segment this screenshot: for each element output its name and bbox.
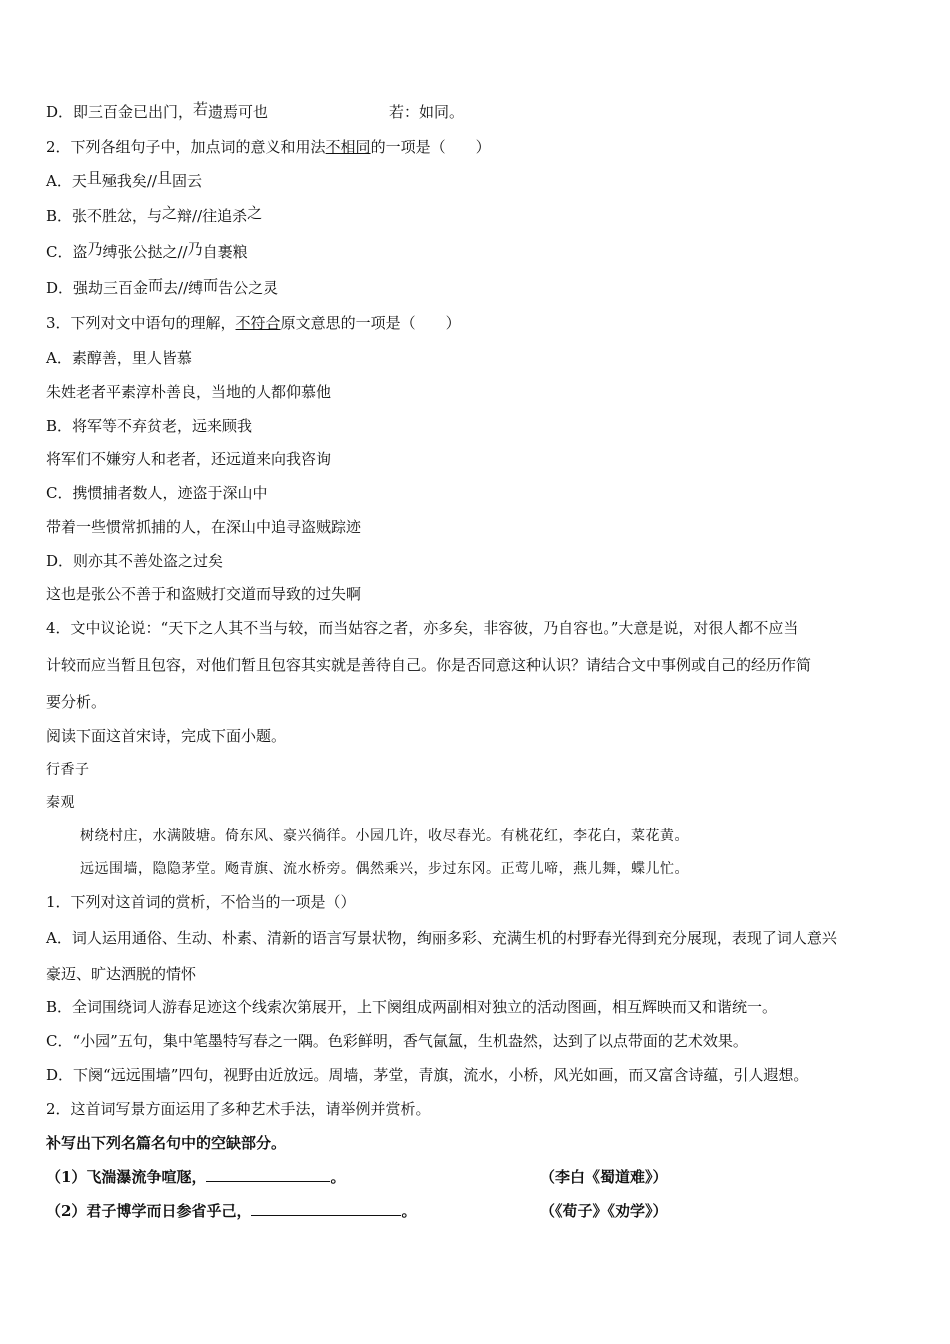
q4-line: 计较而应当暂且包容，对他们暂且包容其实就是善待自己。你是否同意这种认识？请结合文中事例或自己的经历作简 [46,656,812,674]
q2-option-d: D．强劫三百金而去//缚而告公之灵 [46,276,279,297]
poem-q1-option-c: C．“小园”五句，集中笔墨特写春之一隅。色彩鲜明，香气氤氲，生机盎然，达到了以点带面的艺术效果。 [46,1032,748,1050]
poem-stanza-1: 树绕村庄，水满陂塘。倚东风、豪兴徜徉。小园几许，收尽春光。有桃花红，李花白，菜花黄。 [80,828,689,844]
dotted-word: 且 [86,169,102,187]
q3-line: 带着一些惯常抓捕的人，在深山中追寻盗贼踪迹 [46,518,362,536]
underlined-keyword: 不符合 [235,314,281,332]
q3-line: 这也是张公不善于和盗贼打交道而导致的过失啊 [46,585,362,603]
poem-q1-option-a: A．词人运用通俗、生动、朴素、清新的语言写景状物，绚丽多彩、充满生机的村野春光得到充分展现，表现了词人意兴 [46,929,837,947]
q3-line: 将军们不嫌穷人和老者，还远道来向我咨询 [46,450,332,468]
fill-heading: 补写出下列名篇名句中的空缺部分。 [46,1134,287,1152]
q1-option-d: D．即三百金已出门，若遗焉可也 若：如同。 [46,100,465,121]
q3-line: A．素醇善，里人皆慕 [46,349,192,367]
poem-q2: 2．这首词写景方面运用了多种艺术手法，请举例并赏析。 [46,1100,431,1118]
poem-intro: 阅读下面这首宋诗，完成下面小题。 [46,727,287,745]
q3-line: B．将军等不弃贫老，远来顾我 [46,417,253,435]
poem-stanza-2: 远远围墙，隐隐茅堂。飏青旗、流水桥旁。偶然乘兴，步过东冈。正莺儿啼，燕儿舞，蝶儿忙。 [80,861,689,877]
q2-option-a: A．天且殛我矣//且固云 [46,169,202,190]
underlined-keyword: 不相同 [325,138,371,156]
poem-title: 行香子 [46,762,90,778]
fill-item-1: （1）飞湍瀑流争喧豗， 。 （李白《蜀道难》） [46,1168,668,1186]
q2-option-c: C．盗乃缚张公挞之//乃自裹粮 [46,240,248,261]
poem-author: 秦观 [46,795,75,811]
poem-q1-option-b: B．全词围绕词人游春足迹这个线索次第展开，上下阕组成两副相对独立的活动图画，相互辉映而又和谐统一。 [46,998,778,1016]
fill-source: （李白《蜀道难》） [540,1168,668,1186]
q2-option-b: B．张不胜忿，与之辩//往追杀之 [46,204,263,225]
answer-blank[interactable] [206,1167,330,1182]
q4-line: 4．文中议论说：“天下之人其不当与较，而当姑容之者，亦多矣，非容彼，乃自容也。”大意是说，对很人都不应当 [46,619,799,637]
dotted-word: 乃 [187,240,203,258]
q2-stem: 2．下列各组句子中，加点词的意义和用法不相同的一项是（ ） [46,138,491,156]
poem-q1-stem: 1．下列对这首词的赏析，不恰当的一项是（） [46,893,356,911]
answer-blank[interactable] [251,1201,401,1216]
q3-stem: 3．下列对文中语句的理解，不符合原文意思的一项是（ ） [46,314,461,332]
fill-item-2: （2）君子博学而日参省乎己， 。 （《荀子》《劝学》） [46,1202,668,1220]
q1-option-d-note: 若：如同。 [389,103,465,121]
dotted-word: 且 [156,169,172,187]
dotted-word: 若 [193,100,209,118]
q3-line: D．则亦其不善处盗之过矣 [46,552,224,570]
poem-q1-option-a-cont: 豪迈、旷达洒脱的情怀 [46,965,197,983]
q3-line: 朱姓老者平素淳朴善良，当地的人都仰慕他 [46,383,332,401]
dotted-word: 之 [162,204,178,222]
q3-line: C．携惯捕者数人，迹盗于深山中 [46,484,268,502]
dotted-word: 而 [148,276,164,294]
poem-q1-option-d: D．下阕“远远围墙”四句，视野由近放远。周墙，茅堂，青旗，流水，小桥，风光如画，而又富含诗蕴，引人遐想。 [46,1066,809,1084]
fill-source: （《荀子》《劝学》） [540,1202,668,1220]
q4-line: 要分析。 [46,693,107,711]
dotted-word: 而 [203,276,219,294]
dotted-word: 之 [247,204,263,222]
dotted-word: 乃 [87,240,103,258]
